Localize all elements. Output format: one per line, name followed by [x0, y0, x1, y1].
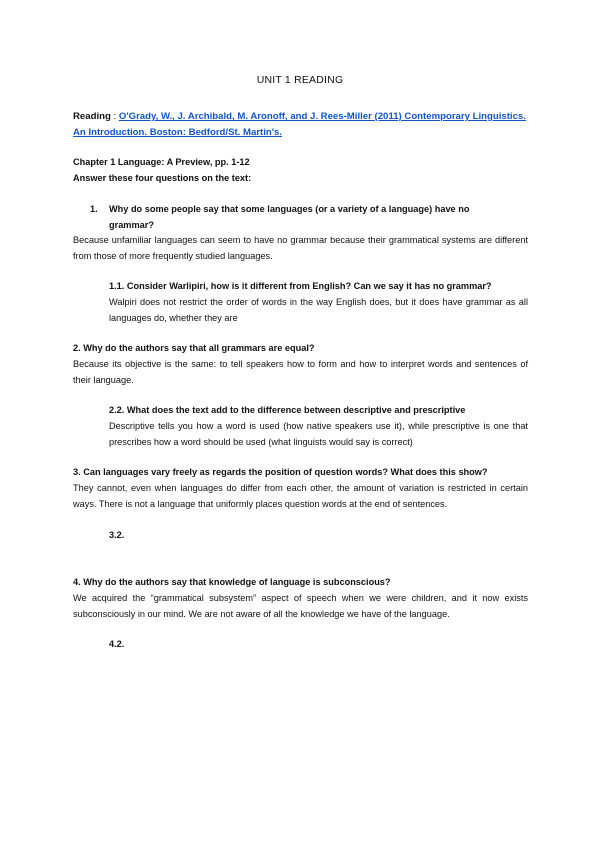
instruction-text: Answer these four questions on the text: — [73, 173, 252, 183]
q2-question: 2. Why do the authors say that all grammars are equal? — [73, 343, 315, 353]
reading-separator: : — [110, 111, 119, 122]
q3-2-label: 3.2. — [109, 530, 125, 540]
q1-question — [109, 201, 528, 233]
q4-2-label: 4.2. — [109, 639, 125, 649]
q2-answer: Because its objective is the same: to tell speakers how to form and how to interpret words and sentences of their language. — [73, 359, 528, 385]
q4-answer: We acquired the “grammatical subsystem” aspect of speech when we were children, and it now exists subconsciously in our mind. We are not aware of all the knowledge we have of the language. — [73, 593, 528, 619]
q1-answer: Because unfamiliar languages can seem to have no grammar because their grammatical systems are different from those of more frequently studied languages. — [73, 235, 528, 261]
chapter-heading: Chapter 1 Language: A Preview, pp. 1-12 — [73, 157, 250, 167]
reading-label: Reading — [73, 111, 111, 122]
q2-2-answer: Descriptive tells you how a word is used (how native speakers use it), while prescriptive is one that prescribes how a word should be used (what linguists would say is correct) — [109, 421, 528, 447]
q1-1-answer: Walpiri does not restrict the order of words in the way English does, but it does have grammar as all languages do, whether they are — [109, 297, 528, 323]
reference-link-line2[interactable]: An Introduction. Boston: Bedford/St. Martin's. — [73, 127, 283, 138]
q1-question-line2: grammar? — [109, 220, 154, 230]
page-title: UNIT 1 READING — [256, 74, 344, 86]
reading-reference — [73, 109, 533, 141]
q3-answer: They cannot, even when languages do differ from each other, the amount of variation is restricted in certain ways. There is not a language that uniformly places question words at the end of sentences. — [73, 483, 528, 509]
q3-question: 3. Can languages vary freely as regards the position of question words? What does this show? — [73, 467, 488, 477]
q4-question: 4. Why do the authors say that knowledge of language is subconscious? — [73, 577, 391, 587]
reference-link-line1[interactable]: O'Grady, W., J. Archibald, M. Aronoff, and J. Rees-Miller (2011) Contemporary Linguistics. — [118, 111, 526, 122]
q2-2-question: 2.2. What does the text add to the difference between descriptive and prescriptive — [109, 405, 466, 415]
q1-number: 1. — [90, 204, 98, 214]
q1-1-question: 1.1. Consider Warlipiri, how is it different from English? Can we say it has no grammar? — [109, 281, 492, 291]
q1-question-line1: Why do some people say that some languages (or a variety of a language) have no — [109, 204, 470, 214]
